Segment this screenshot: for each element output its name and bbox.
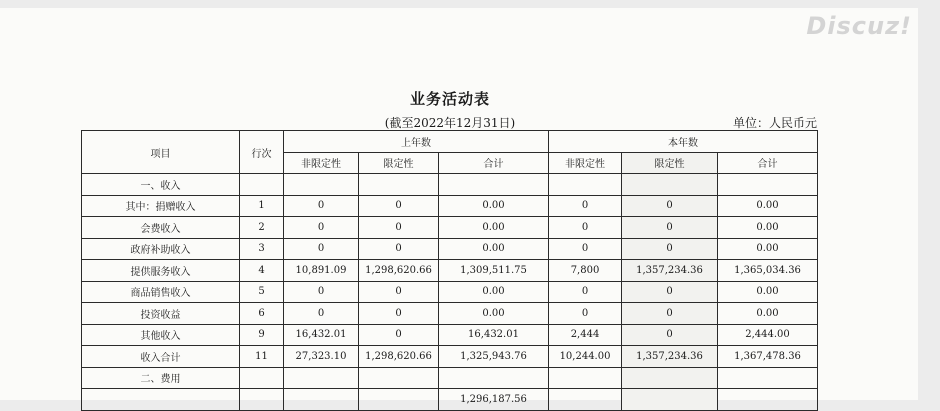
row-prev-restricted: 0 <box>359 238 439 260</box>
row-prev-restricted: 0 <box>359 217 439 239</box>
table-row <box>82 346 818 368</box>
row-prev-restricted: 0 <box>359 195 439 217</box>
report-title: 业务活动表 <box>409 90 490 108</box>
row-line-no: 3 <box>240 238 284 260</box>
header-line-no: 行次 <box>240 131 284 174</box>
header-curr-unrestricted: 非限定性 <box>549 152 622 174</box>
row-line-no <box>240 174 284 196</box>
row-curr-unrestricted: 2,444 <box>549 324 622 346</box>
header-curr-total: 合计 <box>718 152 818 174</box>
table-row <box>82 324 818 346</box>
activity-table <box>81 130 818 411</box>
row-curr-restricted: 0 <box>622 195 718 217</box>
row-curr-total: 1,365,034.36 <box>718 260 818 282</box>
header-prev-restricted: 限定性 <box>359 152 439 174</box>
row-prev-restricted: 1,298,620.66 <box>359 346 439 368</box>
header-curr-restricted: 限定性 <box>622 152 718 174</box>
row-prev-total <box>439 367 549 389</box>
row-curr-total: 0.00 <box>718 281 818 303</box>
watermark: Discuz! <box>806 12 912 40</box>
table-row <box>82 195 818 217</box>
row-prev-restricted <box>359 174 439 196</box>
row-curr-unrestricted: 0 <box>549 217 622 239</box>
row-prev-total <box>439 174 549 196</box>
row-prev-total: 0.00 <box>439 281 549 303</box>
row-line-no: 1 <box>240 195 284 217</box>
row-prev-restricted: 1,298,620.66 <box>359 260 439 282</box>
row-line-no <box>240 389 284 411</box>
row-curr-unrestricted <box>549 389 622 411</box>
row-curr-restricted: 0 <box>622 217 718 239</box>
row-curr-restricted: 0 <box>622 238 718 260</box>
row-curr-restricted <box>622 389 718 411</box>
row-curr-total <box>718 389 818 411</box>
header-curr-year: 本年数 <box>549 131 818 153</box>
header-prev-year: 上年数 <box>284 131 549 153</box>
row-curr-unrestricted: 0 <box>549 281 622 303</box>
row-curr-total <box>718 174 818 196</box>
row-item: 政府补助收入 <box>82 238 240 260</box>
row-prev-restricted: 0 <box>359 324 439 346</box>
row-prev-restricted <box>359 389 439 411</box>
row-line-no: 5 <box>240 281 284 303</box>
table-row <box>82 367 818 389</box>
row-prev-total: 0.00 <box>439 238 549 260</box>
table-row <box>82 260 818 282</box>
row-curr-unrestricted: 0 <box>549 238 622 260</box>
row-prev-unrestricted: 0 <box>284 303 359 325</box>
row-prev-total: 16,432.01 <box>439 324 549 346</box>
row-item: 商品销售收入 <box>82 281 240 303</box>
row-curr-total: 0.00 <box>718 195 818 217</box>
row-prev-restricted: 0 <box>359 281 439 303</box>
row-curr-restricted <box>622 174 718 196</box>
row-curr-unrestricted <box>549 367 622 389</box>
row-curr-unrestricted <box>549 174 622 196</box>
row-line-no: 4 <box>240 260 284 282</box>
table-row <box>82 217 818 239</box>
row-item: 会费收入 <box>82 217 240 239</box>
row-line-no <box>240 367 284 389</box>
row-prev-unrestricted <box>284 389 359 411</box>
table-row <box>82 238 818 260</box>
row-curr-restricted: 0 <box>622 281 718 303</box>
row-curr-unrestricted: 10,244.00 <box>549 346 622 368</box>
row-curr-restricted <box>622 367 718 389</box>
row-prev-unrestricted: 0 <box>284 238 359 260</box>
currency-unit: 单位：人民币元 <box>732 116 817 130</box>
row-curr-total: 1,367,478.36 <box>718 346 818 368</box>
row-prev-unrestricted: 16,432.01 <box>284 324 359 346</box>
table-row <box>82 174 818 196</box>
row-prev-unrestricted <box>284 174 359 196</box>
row-item: 投资收益 <box>82 303 240 325</box>
row-prev-unrestricted: 0 <box>284 281 359 303</box>
row-item: 其中：捐赠收入 <box>82 195 240 217</box>
row-prev-total: 1,309,511.75 <box>439 260 549 282</box>
row-curr-total: 0.00 <box>718 217 818 239</box>
row-prev-total: 0.00 <box>439 303 549 325</box>
row-prev-unrestricted: 10,891.09 <box>284 260 359 282</box>
table-row <box>82 389 818 411</box>
row-prev-total: 1,296,187.56 <box>439 389 549 411</box>
row-prev-unrestricted <box>284 367 359 389</box>
row-line-no: 2 <box>240 217 284 239</box>
row-item: 其他收入 <box>82 324 240 346</box>
row-curr-unrestricted: 0 <box>549 195 622 217</box>
row-curr-unrestricted: 7,800 <box>549 260 622 282</box>
row-item: 一、收入 <box>82 174 240 196</box>
table-row <box>82 303 818 325</box>
row-item: 收入合计 <box>82 346 240 368</box>
row-curr-total: 0.00 <box>718 303 818 325</box>
row-item <box>82 389 240 411</box>
row-curr-restricted: 1,357,234.36 <box>622 346 718 368</box>
row-item: 二、费用 <box>82 367 240 389</box>
row-curr-total <box>718 367 818 389</box>
row-prev-restricted <box>359 367 439 389</box>
row-line-no: 9 <box>240 324 284 346</box>
row-curr-restricted: 0 <box>622 303 718 325</box>
row-curr-unrestricted: 0 <box>549 303 622 325</box>
row-item: 提供服务收入 <box>82 260 240 282</box>
row-line-no: 11 <box>240 346 284 368</box>
row-line-no: 6 <box>240 303 284 325</box>
header-row-1 <box>82 131 818 153</box>
table-row <box>82 281 818 303</box>
report-date: (截至2022年12月31日) <box>384 116 516 130</box>
row-prev-unrestricted: 27,323.10 <box>284 346 359 368</box>
header-item: 项目 <box>82 131 240 174</box>
row-curr-restricted: 1,357,234.36 <box>622 260 718 282</box>
header-prev-total: 合计 <box>439 152 549 174</box>
row-prev-total: 0.00 <box>439 195 549 217</box>
row-curr-total: 0.00 <box>718 238 818 260</box>
row-curr-total: 2,444.00 <box>718 324 818 346</box>
header-prev-unrestricted: 非限定性 <box>284 152 359 174</box>
row-prev-restricted: 0 <box>359 303 439 325</box>
row-curr-restricted: 0 <box>622 324 718 346</box>
row-prev-total: 1,325,943.76 <box>439 346 549 368</box>
row-prev-unrestricted: 0 <box>284 217 359 239</box>
row-prev-unrestricted: 0 <box>284 195 359 217</box>
row-prev-total: 0.00 <box>439 217 549 239</box>
